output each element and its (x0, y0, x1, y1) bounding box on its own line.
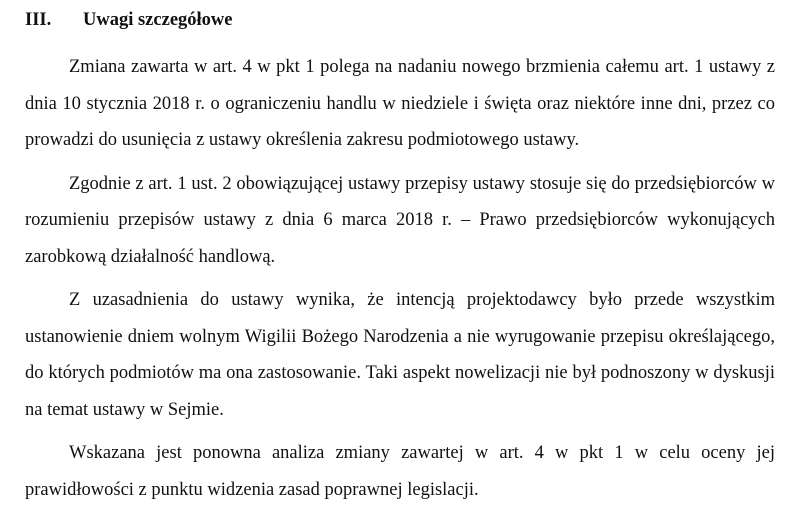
document-page (25, 6, 775, 508)
paragraph-4: Wskazana jest ponowna analiza zmiany zawartej w art. 4 w pkt 1 w celu oceny jej prawidłowości z punktu widzenia zasad poprawnej legislacji. (25, 443, 775, 500)
section-title: Uwagi szczegółowe (83, 10, 233, 30)
section-number: III. (25, 10, 52, 30)
paragraph-3: Z uzasadnienia do ustawy wynika, że intencją projektodawcy było przede wszystkim ustanowienie dniem wolnym Wigilii Bożego Narodzenia a nie wyrugowanie przepisu określającego, do których podmiotów ma ona zastosowanie. Taki aspekt nowelizacji nie był podnoszony w dyskusji na temat ustawy w Sejmie. (25, 290, 775, 420)
paragraph-1: Zmiana zawarta w art. 4 w pkt 1 polega na nadaniu nowego brzmienia całemu art. 1 ustawy z dnia 10 stycznia 2018 r. o ograniczeniu handlu w niedziele i święta oraz niektóre inne dni, przez co prowadzi do usunięcia z ustawy określenia zakresu podmiotowego ustawy. (25, 57, 775, 150)
section-heading (25, 6, 775, 34)
paragraph-2: Zgodnie z art. 1 ust. 2 obowiązującej ustawy przepisy ustawy stosuje się do przedsiębiorców w rozumieniu przepisów ustawy z dnia 6 marca 2018 r. – Prawo przedsiębiorców wykonujących zarobkową działalność handlową. (25, 173, 775, 267)
